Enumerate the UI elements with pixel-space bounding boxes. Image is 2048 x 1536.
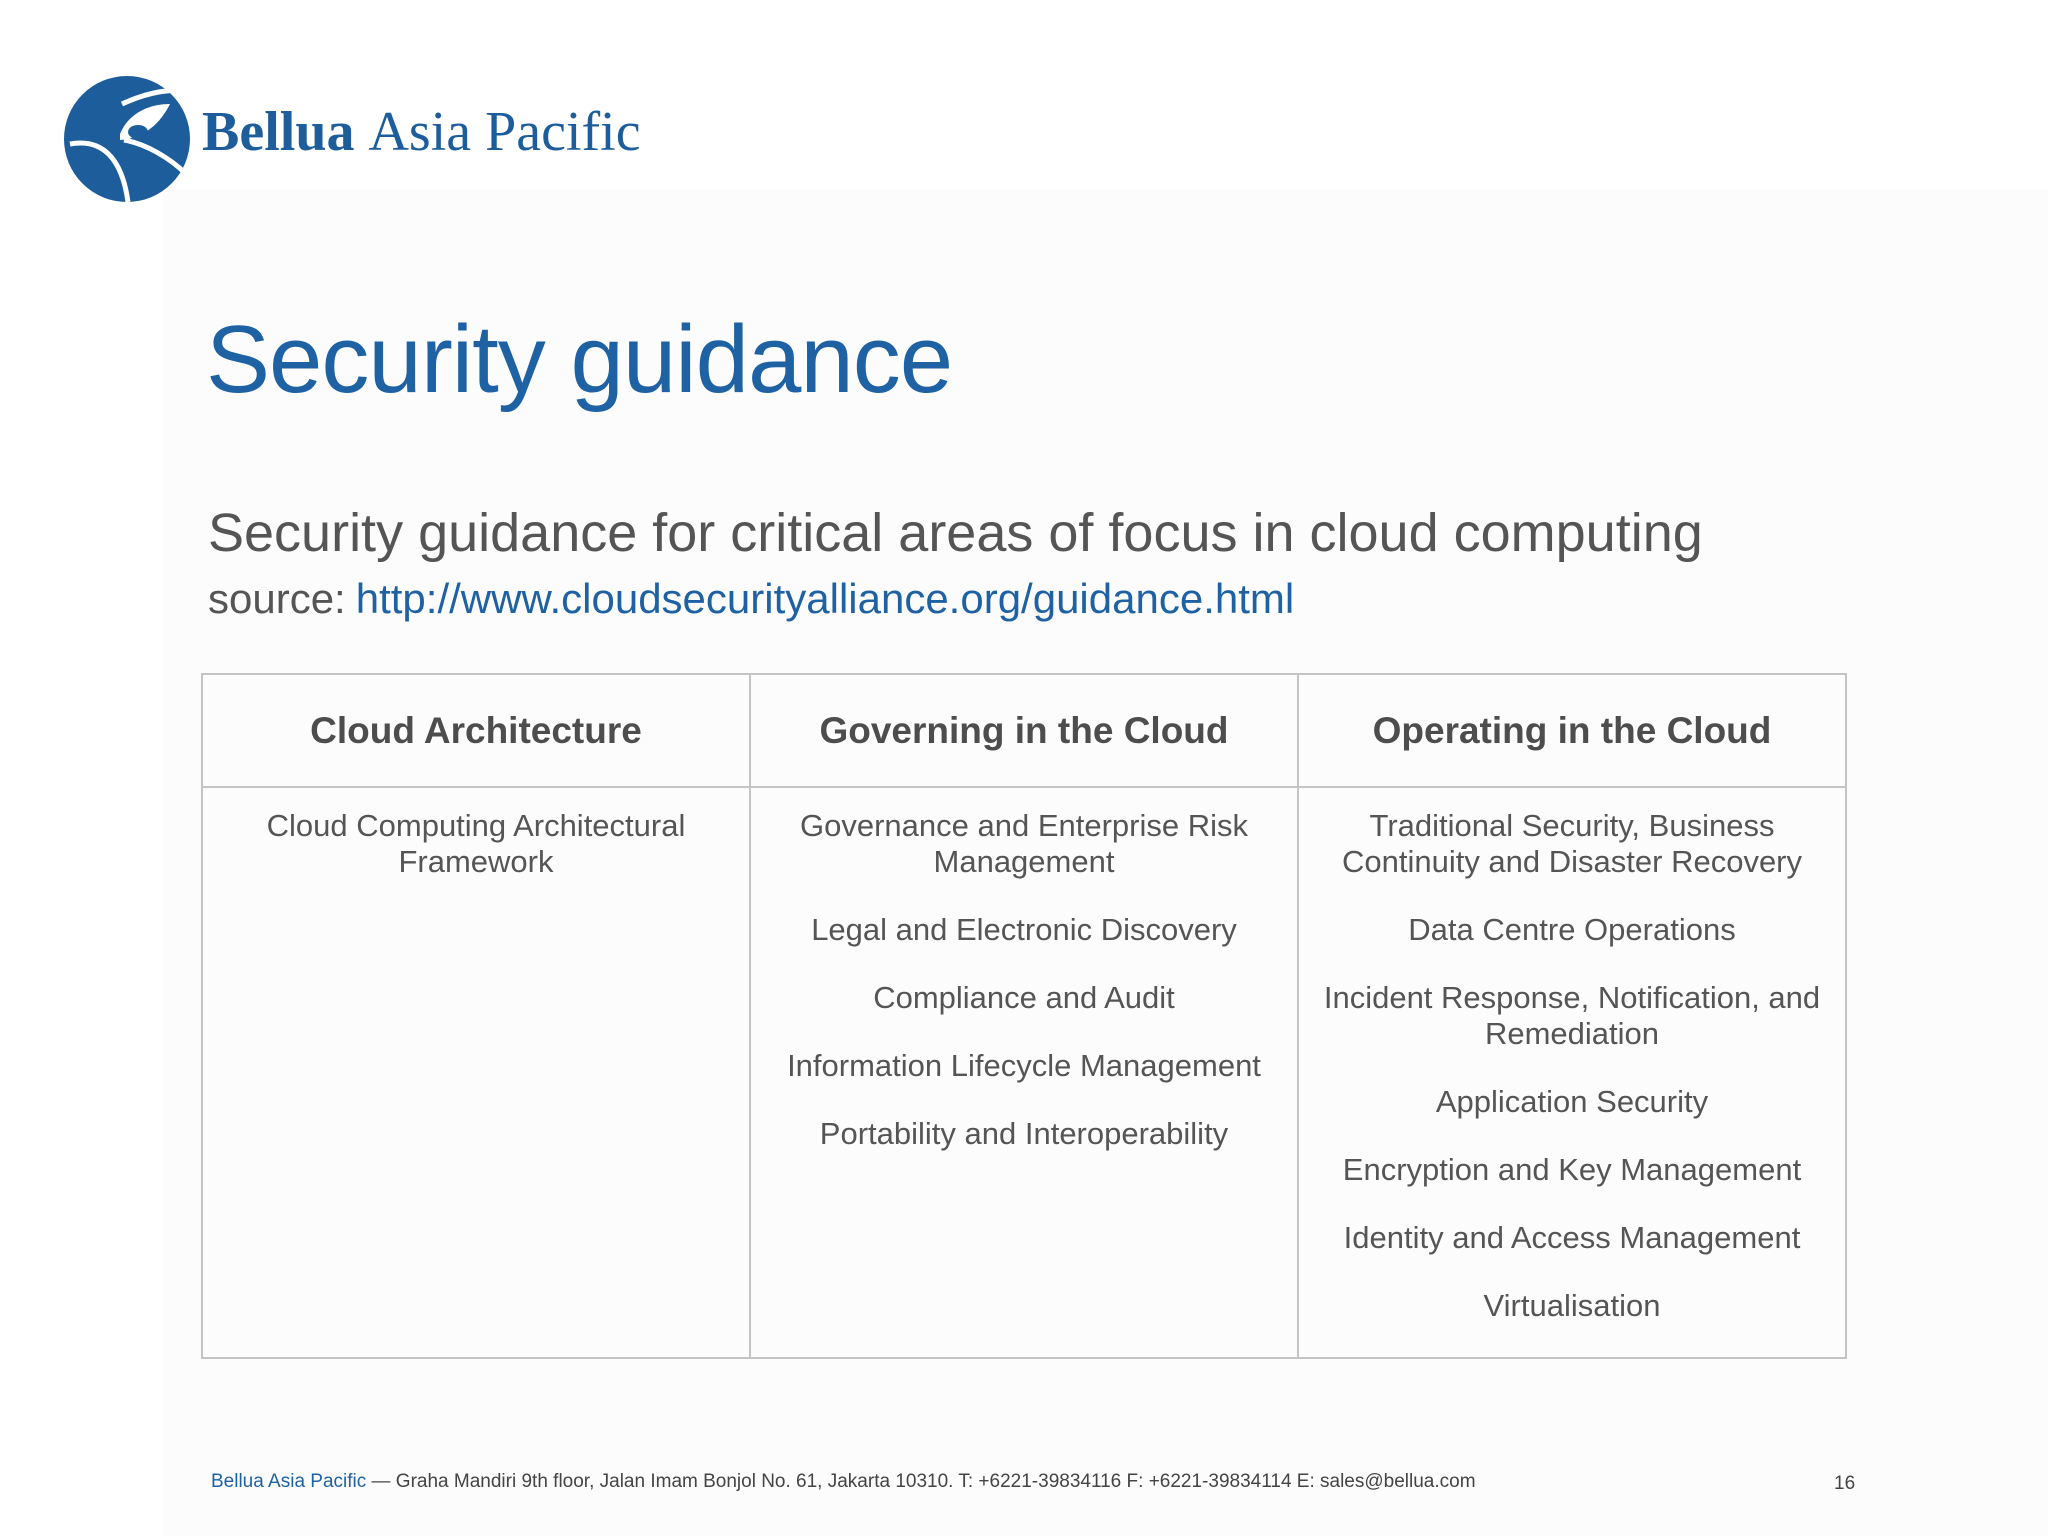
list-item: Information Lifecycle Management: [787, 1048, 1261, 1083]
list-item: Governance and Enterprise Risk Management: [799, 808, 1248, 879]
page-title: Security guidance: [206, 306, 953, 413]
guidance-table: [201, 673, 1847, 1359]
logo-name-light: Asia Pacific: [368, 101, 641, 163]
source-label: source:: [208, 575, 346, 622]
list-item: Virtualisation: [1483, 1288, 1661, 1323]
table-column-operating: [1299, 788, 1845, 1357]
list-item: Data Centre Operations: [1408, 912, 1736, 947]
list-item: Incident Response, Notification, and Remediation: [1323, 980, 1821, 1051]
list-item: Application Security: [1435, 1084, 1709, 1119]
table-column-cloud-architecture: [203, 788, 751, 1357]
column-list: [203, 808, 749, 880]
column-list: [1299, 808, 1845, 1324]
list-item: Identity and Access Management: [1343, 1220, 1801, 1255]
list-item: Traditional Security, Business Continuity and Disaster Recovery: [1341, 808, 1803, 879]
source-line: [208, 575, 1295, 622]
list-item: Compliance and Audit: [873, 980, 1175, 1015]
source-link[interactable]: http://www.cloudsecurityalliance.org/guidance.html: [355, 575, 1295, 622]
page-number: 16: [1834, 1473, 1856, 1494]
table-header-operating: Operating in the Cloud: [1299, 675, 1845, 788]
column-list: [751, 808, 1297, 1152]
bellua-logo-icon: [62, 74, 192, 204]
table-column-governing: [751, 788, 1299, 1357]
footer-details: — Graha Mandiri 9th floor, Jalan Imam Bonjol No. 61, Jakarta 10310. T: +6221-39834116 F: +6221-39834114 E: sales@bellua.com: [366, 1471, 1476, 1492]
table-header-governing: Governing in the Cloud: [751, 675, 1299, 788]
table-header-cloud-architecture: Cloud Architecture: [203, 675, 751, 788]
list-item: Portability and Interoperability: [819, 1116, 1229, 1151]
page-subtitle: Security guidance for critical areas of focus in cloud computing: [208, 503, 1703, 563]
list-item: Legal and Electronic Discovery: [811, 912, 1237, 947]
logo-name-bold: Bellua: [202, 101, 355, 163]
list-item: Cloud Computing Architectural Framework: [266, 808, 686, 879]
footer-brand: Bellua Asia Pacific: [211, 1471, 367, 1492]
logo-wordmark: [202, 101, 641, 163]
list-item: Encryption and Key Management: [1342, 1152, 1802, 1187]
footer: [211, 1472, 1476, 1491]
